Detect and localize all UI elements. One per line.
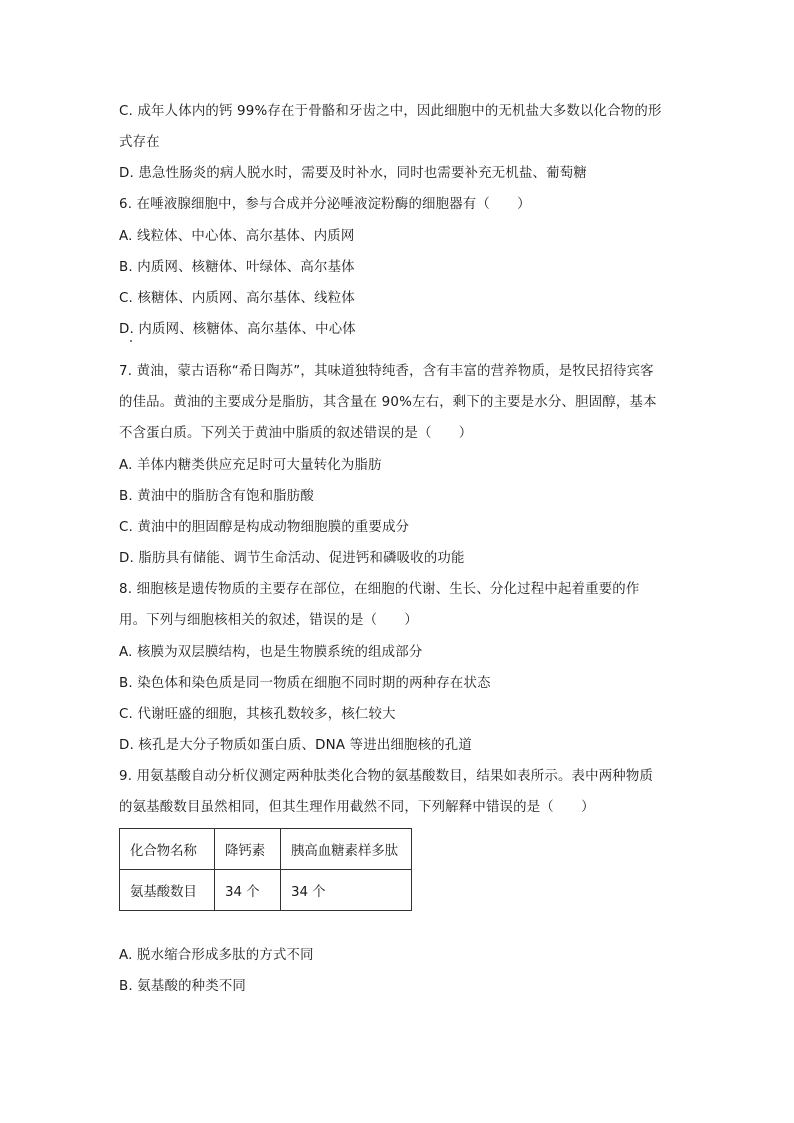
q7-stem-line3: 不含蛋白质。下列关于黄油中脂质的叙述错误的是（ ） [119,426,473,441]
q9-option-b: B. 氨基酸的种类不同 [119,979,247,994]
table-row [120,870,412,911]
q9-option-a: A. 脱水缩合形成多肽的方式不同 [119,948,314,963]
q9-stem-line2: 的氨基酸数目虽然相同，但其生理作用截然不同，下列解释中错误的是（ ） [119,800,595,815]
q7-option-a: A. 羊体内糖类供应充足时可大量转化为脂肪 [119,458,382,473]
table-cell: 34 个 [281,870,412,911]
q8-stem-line2: 用。下列与细胞核相关的叙述，错误的是（ ） [119,613,418,628]
table-header-cell: 化合物名称 [120,829,215,870]
q7-option-b: B. 黄油中的脂肪含有饱和脂肪酸 [119,489,314,504]
amino-acid-table [119,828,412,911]
q8-option-d: D. 核孔是大分子物质如蛋白质、DNA 等进出细胞核的孔道 [119,738,472,753]
table-cell: 34 个 [215,870,281,911]
q7-stem-line2: 的佳品。黄油的主要成分是脂肪，其含量在 90%左右，剩下的主要是水分、胆固醇，基本 [119,395,657,410]
q5-option-c-line1: C. 成年人体内的钙 99%存在于骨骼和牙齿之中，因此细胞中的无机盐大多数以化合物的形 [119,104,662,119]
table-header-cell: 胰高血糖素样多肽 [281,829,412,870]
q6-option-a: A. 线粒体、中心体、高尔基体、内质网 [119,229,355,244]
q8-option-a: A. 核膜为双层膜结构，也是生物膜系统的组成部分 [119,645,423,660]
q6-option-c: C. 核糖体、内质网、高尔基体、线粒体 [119,291,355,306]
q8-option-c: C. 代谢旺盛的细胞，其核孔数较多，核仁较大 [119,707,396,722]
table-header-cell: 降钙素 [215,829,281,870]
q5-option-d: D. 患急性肠炎的病人脱水时，需要及时补水，同时也需要补充无机盐、葡萄糖 [119,166,587,181]
q6-option-b: B. 内质网、核糖体、叶绿体、高尔基体 [119,260,355,275]
q6-option-d: D. 内质网、核糖体、高尔基体、中心体 [119,322,356,337]
q5-option-c-line2: 式存在 [119,135,160,150]
q8-option-b: B. 染色体和染色质是同一物质在细胞不同时期的两种存在状态 [119,676,491,691]
q7-option-c: C. 黄油中的胆固醇是构成动物细胞膜的重要成分 [119,520,410,535]
q9-stem-line1: 9. 用氨基酸自动分析仪测定两种肽类化合物的氨基酸数目，结果如表所示。表中两种物质 [119,769,654,784]
q6-stem: 6. 在唾液腺细胞中，参与合成并分泌唾液淀粉酶的细胞器有（ ） [119,197,531,212]
table-cell: 氨基酸数目 [120,870,215,911]
table-header-row [120,829,412,870]
q7-stem-line1: 7. 黄油，蒙古语称“希日陶苏”，其味道独特纯香，含有丰富的营养物质，是牧民招待宾客 [119,364,654,379]
q7-option-d: D. 脂肪具有储能、调节生命活动、促进钙和磷吸收的功能 [119,551,465,566]
stray-dot-mark [130,340,132,342]
q8-stem-line1: 8. 细胞核是遗传物质的主要存在部位，在细胞的代谢、生长、分化过程中起着重要的作 [119,582,640,597]
